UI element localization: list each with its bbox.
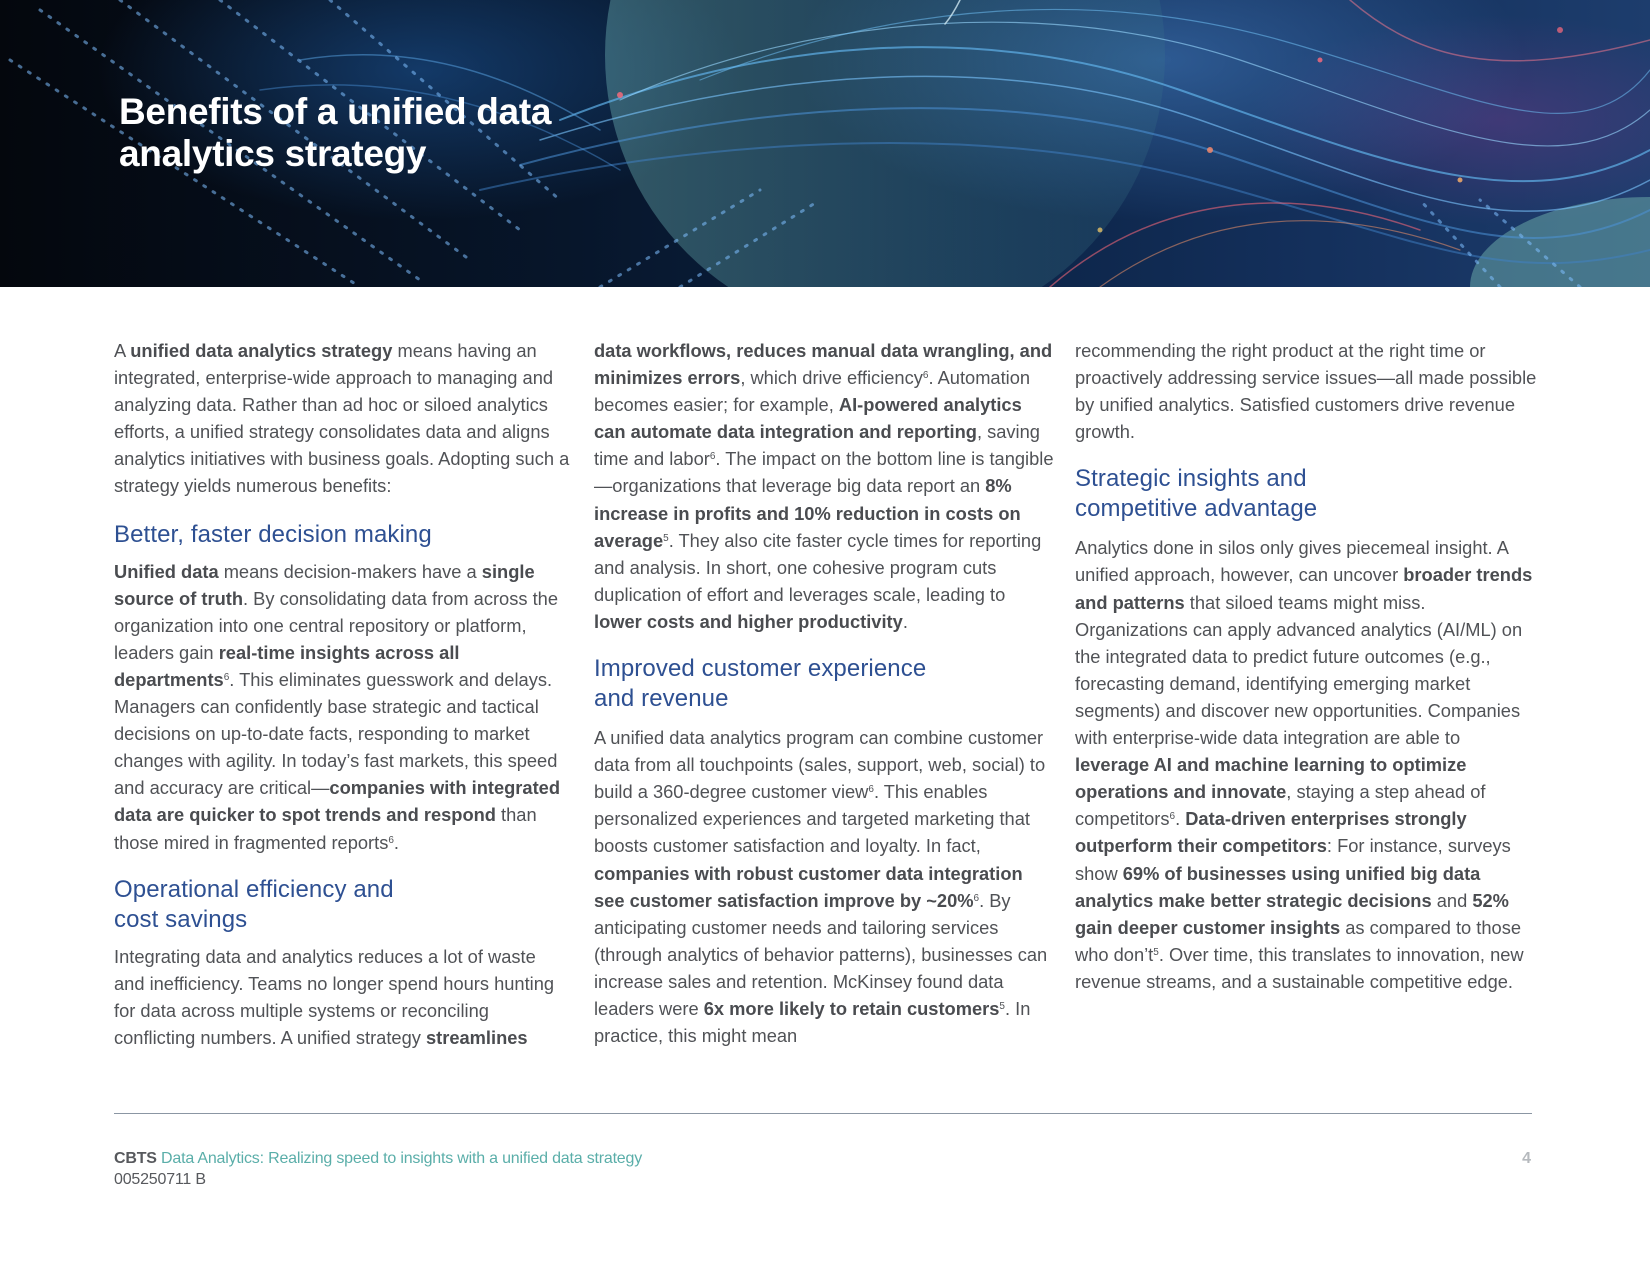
footer-document-title: Data Analytics: Realizing speed to insights with a unified data strategy xyxy=(161,1150,643,1167)
column-2 xyxy=(594,337,1056,1049)
page-number: 4 xyxy=(1522,1150,1531,1167)
heading-better-faster-decision-making: Better, faster decision making xyxy=(114,520,432,548)
heading-operational-efficiency: Operational efficiency and cost savings xyxy=(114,875,394,933)
operational-efficiency-paragraph-continued: data workflows, reduces manual data wrangling, and minimizes errors, which drive efficiency$^6$. Automation becomes easier; for example, AI-powered analytics can automate data integration and reporting, saving time and labor$^6$. The impact on the bottom line is tangible—organizations that leverage big data report an 8% increase in profits and 10% reduction in costs on average$^5$. They also cite faster cycle times for reporting and analysis. In short, one cohesive program cuts duplication of effort and leverages scale, leading to lower costs and higher productivity. xyxy=(594,340,1054,632)
strategic-insights-paragraph: Analytics done in silos only gives piecemeal insight. A unified approach, however, can uncover broader trends and patterns that siloed teams might miss. Organizations can apply advanced analytics (AI/ML) on the integrated data to predict future outcomes (e.g., forecasting demand, identifying emerging market segments) and discover new opportunities. Companies with enterprise-wide data integration are able to leverage AI and machine learning to optimize operations and innovate, staying a step ahead of competitors$^6$. Data-driven enterprises strongly outperform their competitors: For instance, surveys show 69% of businesses using unified big data analytics make better strategic decisions and 52% gain deeper customer insights as compared to those who $don’t^5$. Over time, this translates to innovation, new revenue streams, and a sustainable competitive edge. xyxy=(1075,537,1533,992)
heading-strategic-insights: Strategic insights and competitive advantage xyxy=(1075,465,1318,523)
heading-improved-customer-experience: Improved customer experience and revenue xyxy=(594,655,927,713)
page-title-line-2: analytics strategy xyxy=(119,133,427,174)
footer-doc-line xyxy=(114,1149,642,1169)
decision-making-paragraph: Unified data means decision-makers have a single source of truth. By consolidating data from across the organization into one central repository or platform, leaders gain real-time insights across all departments$^6$. This eliminates guesswork and delays. Managers can confidently base strategic and tactical decisions on up-to-date facts, responding to market changes with agility. In today’s fast markets, this speed and accuracy are critical—companies with integrated data are quicker to spot trends and respond than those mired in fragmented reports$^6$. xyxy=(114,560,560,853)
footer-document-code: 005250711 B xyxy=(114,1171,206,1188)
customer-experience-paragraph: A unified data analytics program can combine customer data from all touchpoints (sales, support, web, social) to build a 360-degree customer view$^6$. This enables personalized experiences and targeted marketing that boosts customer satisfaction and loyalty. In fact, companies with robust customer data integration see customer satisfaction improve by ~20%$^6$. By anticipating customer needs and tailoring services (through analytics of behavior patterns), businesses can increase sales and retention. McKinsey found data leaders were 6x more likely to retain customers$^5$. In practice, this might mean xyxy=(594,727,1048,1047)
page-title-line-1: Benefits of a unified data xyxy=(119,91,552,132)
column-1 xyxy=(114,337,570,1051)
footer-divider xyxy=(114,1113,1532,1114)
customer-experience-paragraph-continued: recommending the right product at the right time or proactively addressing service issues—all made possible by unified analytics. Satisfied customers drive revenue growth. xyxy=(1075,340,1537,443)
column-3 xyxy=(1075,337,1537,995)
footer-brand: CBTS xyxy=(114,1150,157,1167)
page-title xyxy=(119,91,639,175)
hero-banner xyxy=(0,0,1650,287)
intro-paragraph: A unified data analytics strategy means having an integrated, enterprise-wide approach to managing and analyzing data. Rather than ad hoc or siloed analytics efforts, a unified strategy consolidates data and aligns analytics initiatives with business goals. Adopting such a strategy yields numerous benefits: xyxy=(114,340,570,497)
operational-efficiency-paragraph: Integrating data and analytics reduces a lot of waste and inefficiency. Teams no longer spend hours hunting for data across multiple systems or reconciling conflicting numbers. A unified strategy streamlines xyxy=(114,945,555,1048)
